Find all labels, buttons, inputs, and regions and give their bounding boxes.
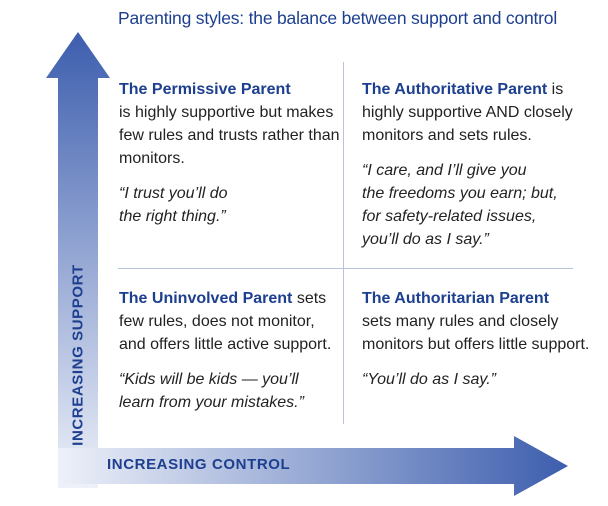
permissive-quote: “I trust you’ll do the right thing.” — [119, 185, 228, 225]
authoritarian-name: The Authoritarian Parent — [362, 290, 549, 307]
x-axis-label: INCREASING CONTROL — [107, 456, 291, 473]
authoritarian-description: sets many rules and closely monitors but offers little support. — [362, 313, 590, 353]
authoritative-name: The Authoritative Parent — [362, 81, 548, 98]
authoritative-quote: “I care, and I’ll give you the freedoms you earn; but, for safety-related issues, you’ll do as I say.” — [362, 162, 558, 248]
horizontal-divider — [118, 268, 573, 269]
authoritarian-quote: “You’ll do as I say.” — [362, 371, 496, 388]
permissive-name: The Permissive Parent — [119, 81, 291, 98]
quadrant-uninvolved — [119, 287, 341, 414]
uninvolved-description: sets few rules, does not monitor, and offers little active support. — [119, 290, 332, 353]
quadrant-authoritarian — [362, 287, 598, 391]
permissive-description: is highly supportive but makes few rules and trusts rather than monitors. — [119, 104, 340, 167]
authoritative-description: is highly supportive AND closely monitors and sets rules. — [362, 81, 573, 144]
y-axis-label: INCREASING SUPPORT — [69, 264, 87, 446]
quadrant-authoritative — [362, 78, 598, 251]
quadrant-permissive — [119, 78, 341, 228]
uninvolved-quote: “Kids will be kids — you’ll learn from your mistakes.” — [119, 371, 304, 411]
diagram-title: Parenting styles: the balance between support and control — [118, 8, 558, 28]
uninvolved-name: The Uninvolved Parent — [119, 290, 293, 307]
vertical-divider — [343, 62, 344, 424]
